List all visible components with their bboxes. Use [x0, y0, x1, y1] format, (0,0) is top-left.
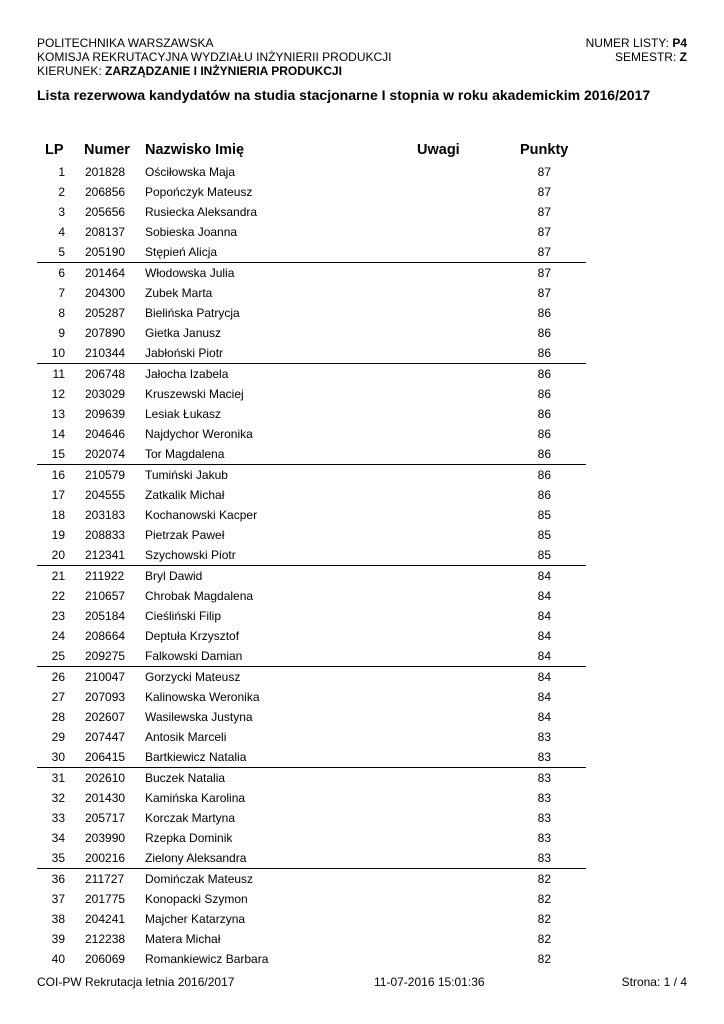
cell-lp: 34 — [51, 831, 65, 845]
page-title: Lista rezerwowa kandydatów na studia stacjonarne I stopnia w roku akademickim 2016/2017 — [37, 87, 651, 103]
candidate-table — [37, 162, 586, 969]
cell-points: 83 — [537, 831, 551, 845]
table-row — [37, 525, 586, 545]
table-row — [37, 949, 586, 969]
cell-name: Pietrzak Paweł — [145, 528, 225, 542]
cell-name: Zubek Marta — [145, 286, 213, 300]
cell-name: Kamińska Karolina — [145, 791, 246, 805]
cell-number: 204241 — [85, 912, 126, 926]
cell-points: 84 — [537, 629, 551, 643]
cell-name: Zatkalik Michał — [145, 488, 225, 502]
cell-lp: 6 — [58, 266, 65, 280]
footer-timestamp: 11-07-2016 15:01:36 — [374, 975, 485, 989]
cell-points: 86 — [537, 407, 551, 421]
cell-lp: 19 — [51, 528, 65, 542]
cell-points: 87 — [537, 266, 551, 280]
cell-points: 84 — [537, 710, 551, 724]
cell-number: 202607 — [85, 710, 126, 724]
table-row — [37, 788, 586, 808]
cell-points: 86 — [537, 447, 551, 461]
cell-number: 205184 — [85, 609, 126, 623]
column-header-points: Punkty — [520, 142, 569, 158]
cell-name: Sobieska Joanna — [145, 225, 238, 239]
cell-number: 207093 — [85, 690, 126, 704]
table-row — [37, 404, 586, 424]
cell-number: 200216 — [85, 851, 126, 865]
cell-number: 210344 — [85, 346, 126, 360]
table-row — [37, 303, 586, 323]
cell-name: Kochanowski Kacper — [145, 508, 258, 522]
header-left — [37, 36, 392, 78]
cell-number: 207447 — [85, 730, 126, 744]
cell-points: 86 — [537, 326, 551, 340]
table-row — [37, 707, 586, 727]
table-row — [37, 586, 586, 606]
cell-lp: 31 — [51, 771, 65, 785]
table-row — [37, 283, 586, 303]
table-row — [37, 202, 586, 222]
cell-number: 206856 — [85, 185, 126, 199]
table-row — [37, 767, 586, 788]
cell-name: Matera Michał — [145, 932, 221, 946]
table-row — [37, 808, 586, 828]
cell-name: Tor Magdalena — [145, 447, 225, 461]
cell-points: 84 — [537, 670, 551, 684]
cell-number: 201430 — [85, 791, 126, 805]
cell-number: 203183 — [85, 508, 126, 522]
cell-lp: 4 — [58, 225, 65, 239]
cell-points: 82 — [537, 912, 551, 926]
cell-number: 210657 — [85, 589, 126, 603]
cell-number: 203029 — [85, 387, 126, 401]
cell-lp: 21 — [51, 569, 65, 583]
cell-points: 86 — [537, 488, 551, 502]
cell-lp: 20 — [51, 548, 65, 562]
cell-name: Lesiak Łukasz — [145, 407, 222, 421]
cell-name: Jałocha Izabela — [145, 367, 229, 381]
cell-lp: 5 — [58, 245, 65, 259]
cell-number: 209639 — [85, 407, 126, 421]
table-row — [37, 848, 586, 868]
cell-points: 83 — [537, 750, 551, 764]
footer-page: Strona: 1 / 4 — [621, 975, 687, 989]
cell-name: Konopacki Szymon — [145, 892, 248, 906]
table-row — [37, 242, 586, 262]
cell-number: 205287 — [85, 306, 126, 320]
cell-name: Bryl Dawid — [145, 569, 203, 583]
cell-lp: 11 — [52, 367, 65, 381]
table-row — [37, 909, 586, 929]
cell-name: Kruszewski Maciej — [145, 387, 244, 401]
cell-points: 82 — [537, 892, 551, 906]
cell-name: Gorzycki Mateusz — [145, 670, 241, 684]
cell-lp: 24 — [51, 629, 65, 643]
table-row — [37, 687, 586, 707]
cell-name: Bartkiewicz Natalia — [145, 750, 247, 764]
cell-lp: 36 — [51, 872, 65, 886]
footer-system: COI-PW Rekrutacja letnia 2016/2017 — [37, 975, 235, 989]
field-value: ZARZĄDZANIE I INŻYNIERIA PRODUKCJI — [105, 64, 342, 78]
cell-number: 207890 — [85, 326, 126, 340]
cell-points: 84 — [537, 589, 551, 603]
table-row — [37, 505, 586, 525]
cell-number: 208664 — [85, 629, 126, 643]
cell-points: 87 — [537, 286, 551, 300]
cell-number: 209275 — [85, 649, 126, 663]
cell-name: Gietka Janusz — [145, 326, 222, 340]
committee-name: KOMISJA REKRUTACYJNA WYDZIAŁU INŻYNIERII PRODUKCJI — [37, 50, 392, 64]
table-row — [37, 323, 586, 343]
table-row — [37, 485, 586, 505]
cell-lp: 7 — [58, 286, 65, 300]
cell-points: 82 — [537, 952, 551, 966]
cell-lp: 17 — [51, 488, 65, 502]
cell-lp: 32 — [51, 791, 65, 805]
cell-lp: 39 — [51, 932, 65, 946]
cell-lp: 8 — [58, 306, 65, 320]
cell-name: Chrobak Magdalena — [145, 589, 254, 603]
cell-points: 86 — [537, 387, 551, 401]
cell-name: Stępień Alicja — [145, 245, 218, 259]
cell-lp: 35 — [51, 851, 65, 865]
column-header-name: Nazwisko Imię — [145, 142, 245, 158]
cell-number: 212238 — [85, 932, 126, 946]
cell-name: Najdychor Weronika — [145, 427, 253, 441]
cell-points: 85 — [537, 508, 551, 522]
cell-points: 87 — [537, 165, 551, 179]
header-right — [586, 36, 687, 64]
cell-lp: 3 — [58, 205, 65, 219]
cell-number: 210047 — [85, 670, 126, 684]
table-row — [37, 868, 586, 889]
column-header-number: Numer — [84, 142, 130, 158]
cell-points: 82 — [537, 872, 551, 886]
cell-points: 84 — [537, 690, 551, 704]
cell-points: 84 — [537, 569, 551, 583]
cell-lp: 25 — [51, 649, 65, 663]
table-row — [37, 747, 586, 767]
cell-lp: 28 — [51, 710, 65, 724]
cell-number: 205656 — [85, 205, 126, 219]
cell-points: 86 — [537, 306, 551, 320]
cell-points: 83 — [537, 851, 551, 865]
cell-number: 206415 — [85, 750, 126, 764]
table-row — [37, 889, 586, 909]
cell-number: 206069 — [85, 952, 126, 966]
cell-number: 205190 — [85, 245, 126, 259]
cell-lp: 12 — [51, 387, 65, 401]
cell-name: Cieśliński Filip — [145, 609, 222, 623]
cell-name: Deptuła Krzysztof — [145, 629, 240, 643]
cell-lp: 10 — [51, 346, 65, 360]
table-row — [37, 646, 586, 666]
cell-points: 87 — [537, 245, 551, 259]
cell-lp: 16 — [51, 468, 65, 482]
cell-name: Falkowski Damian — [145, 649, 243, 663]
cell-name: Zielony Aleksandra — [145, 851, 247, 865]
semester-value: Z — [679, 50, 687, 64]
cell-name: Domińczak Mateusz — [145, 872, 254, 886]
cell-points: 84 — [537, 649, 551, 663]
cell-lp: 13 — [51, 407, 65, 421]
cell-name: Rzepka Dominik — [145, 831, 233, 845]
cell-number: 204555 — [85, 488, 126, 502]
cell-name: Wasilewska Justyna — [145, 710, 253, 724]
cell-name: Jabłoński Piotr — [145, 346, 224, 360]
cell-lp: 2 — [58, 185, 65, 199]
table-row — [37, 384, 586, 404]
field-label: KIERUNEK: — [37, 64, 106, 78]
cell-name: Antosik Marceli — [145, 730, 227, 744]
table-row — [37, 727, 586, 747]
table-row — [37, 343, 586, 363]
field-of-study — [37, 64, 392, 78]
cell-lp: 38 — [51, 912, 65, 926]
cell-points: 84 — [537, 609, 551, 623]
cell-lp: 40 — [51, 952, 65, 966]
cell-points: 83 — [537, 791, 551, 805]
cell-number: 211922 — [85, 569, 125, 583]
table-row — [37, 666, 586, 687]
cell-points: 86 — [537, 468, 551, 482]
cell-points: 87 — [537, 205, 551, 219]
cell-number: 211727 — [85, 872, 125, 886]
cell-lp: 23 — [51, 609, 65, 623]
table-row — [37, 565, 586, 586]
cell-points: 82 — [537, 932, 551, 946]
cell-lp: 30 — [51, 750, 65, 764]
cell-lp: 14 — [51, 427, 65, 441]
column-header-lp: LP — [45, 142, 64, 158]
cell-name: Majcher Katarzyna — [145, 912, 246, 926]
table-row — [37, 162, 586, 182]
semester — [586, 50, 687, 64]
table-row — [37, 545, 586, 565]
cell-name: Korczak Martyna — [145, 811, 236, 825]
cell-points: 83 — [537, 771, 551, 785]
cell-points: 86 — [537, 427, 551, 441]
cell-name: Bielińska Patrycja — [145, 306, 240, 320]
cell-number: 212341 — [85, 548, 126, 562]
cell-points: 87 — [537, 225, 551, 239]
cell-lp: 33 — [51, 811, 65, 825]
cell-points: 85 — [537, 548, 551, 562]
table-row — [37, 363, 586, 384]
table-row — [37, 444, 586, 464]
cell-number: 204646 — [85, 427, 126, 441]
cell-points: 83 — [537, 730, 551, 744]
cell-number: 201828 — [85, 165, 126, 179]
table-row — [37, 828, 586, 848]
cell-number: 206748 — [85, 367, 126, 381]
cell-number: 202074 — [85, 447, 126, 461]
cell-name: Popończyk Mateusz — [145, 185, 253, 199]
cell-lp: 27 — [51, 690, 65, 704]
cell-points: 86 — [537, 346, 551, 360]
table-row — [37, 182, 586, 202]
cell-number: 204300 — [85, 286, 126, 300]
cell-lp: 15 — [51, 447, 65, 461]
cell-number: 205717 — [85, 811, 126, 825]
table-row — [37, 424, 586, 444]
cell-lp: 18 — [51, 508, 65, 522]
cell-points: 85 — [537, 528, 551, 542]
cell-lp: 22 — [51, 589, 65, 603]
cell-number: 203990 — [85, 831, 126, 845]
cell-lp: 37 — [51, 892, 65, 906]
cell-points: 86 — [537, 367, 551, 381]
table-row — [37, 262, 586, 283]
cell-points: 83 — [537, 811, 551, 825]
table-row — [37, 222, 586, 242]
cell-name: Rusiecka Aleksandra — [145, 205, 258, 219]
cell-number: 201775 — [85, 892, 126, 906]
cell-name: Włodowska Julia — [145, 266, 235, 280]
column-header-notes: Uwagi — [417, 142, 460, 158]
cell-name: Ościłowska Maja — [145, 165, 236, 179]
list-number-label: NUMER LISTY: — [585, 36, 673, 50]
cell-number: 210579 — [85, 468, 126, 482]
table-row — [37, 606, 586, 626]
table-row — [37, 929, 586, 949]
list-number-value: P4 — [672, 36, 687, 50]
cell-number: 208137 — [85, 225, 126, 239]
cell-number: 201464 — [85, 266, 126, 280]
cell-name: Kalinowska Weronika — [145, 690, 260, 704]
cell-name: Romankiewicz Barbara — [145, 952, 269, 966]
cell-points: 87 — [537, 185, 551, 199]
cell-lp: 1 — [58, 165, 65, 179]
table-row — [37, 626, 586, 646]
semester-label: SEMESTR: — [614, 50, 680, 64]
cell-name: Szychowski Piotr — [145, 548, 236, 562]
cell-number: 202610 — [85, 771, 126, 785]
cell-lp: 29 — [51, 730, 65, 744]
cell-name: Tumiński Jakub — [145, 468, 228, 482]
cell-name: Buczek Natalia — [145, 771, 226, 785]
university-name: POLITECHNIKA WARSZAWSKA — [37, 36, 214, 50]
cell-number: 208833 — [85, 528, 126, 542]
list-number — [586, 36, 687, 50]
cell-lp: 9 — [58, 326, 65, 340]
cell-lp: 26 — [51, 670, 65, 684]
table-row — [37, 464, 586, 485]
